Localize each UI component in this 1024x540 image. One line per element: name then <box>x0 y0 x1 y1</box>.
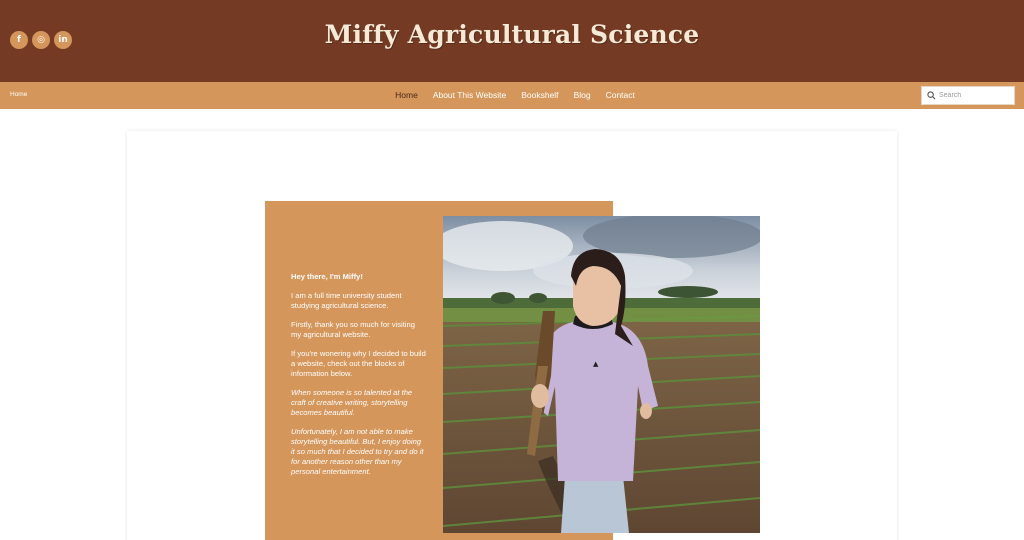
nav-menu <box>0 90 1024 100</box>
nav-home[interactable]: Home <box>395 90 418 100</box>
instagram-icon[interactable]: ◎ <box>32 31 50 49</box>
nav-bookshelf[interactable]: Bookshelf <box>521 90 559 100</box>
intro-heading: Hey there, I'm Miffy! <box>291 272 363 281</box>
search-box[interactable] <box>921 86 1015 105</box>
intro-quote: Unfortunately, I am not able to make storytelling beautiful. But, I enjoy doing it so much that I decided to try and do it for another reason other than my personal entertainment. <box>291 427 424 476</box>
intro-paragraph: Firstly, thank you so much for visiting my agricultural website. <box>291 320 415 339</box>
intro-text <box>291 272 426 486</box>
site-title[interactable]: Miffy Agricultural Science <box>324 20 700 49</box>
search-input[interactable] <box>939 92 1011 99</box>
linkedin-icon[interactable]: in <box>54 31 72 49</box>
profile-photo <box>443 216 760 533</box>
site-header <box>0 0 1024 82</box>
nav-about-this-website[interactable]: About This Website <box>432 90 507 100</box>
breadcrumb-home[interactable]: Home <box>10 91 28 98</box>
search-icon <box>927 91 936 100</box>
intro-paragraph: If you're wonering why I decided to build a website, check out the blocks of information below. <box>291 349 426 378</box>
svg-text:▲: ▲ <box>593 360 599 368</box>
intro-paragraph: I am a full time university student studying agricultural science. <box>291 291 402 310</box>
nav-blog[interactable]: Blog <box>573 90 591 100</box>
facebook-icon[interactable]: f <box>10 31 28 49</box>
field-photo-image <box>443 216 760 533</box>
nav-contact[interactable]: Contact <box>605 90 635 100</box>
main-navbar <box>0 82 1024 109</box>
intro-quote: When someone is so talented at the craft of creative writing, storytelling becomes beautiful. <box>291 388 413 417</box>
